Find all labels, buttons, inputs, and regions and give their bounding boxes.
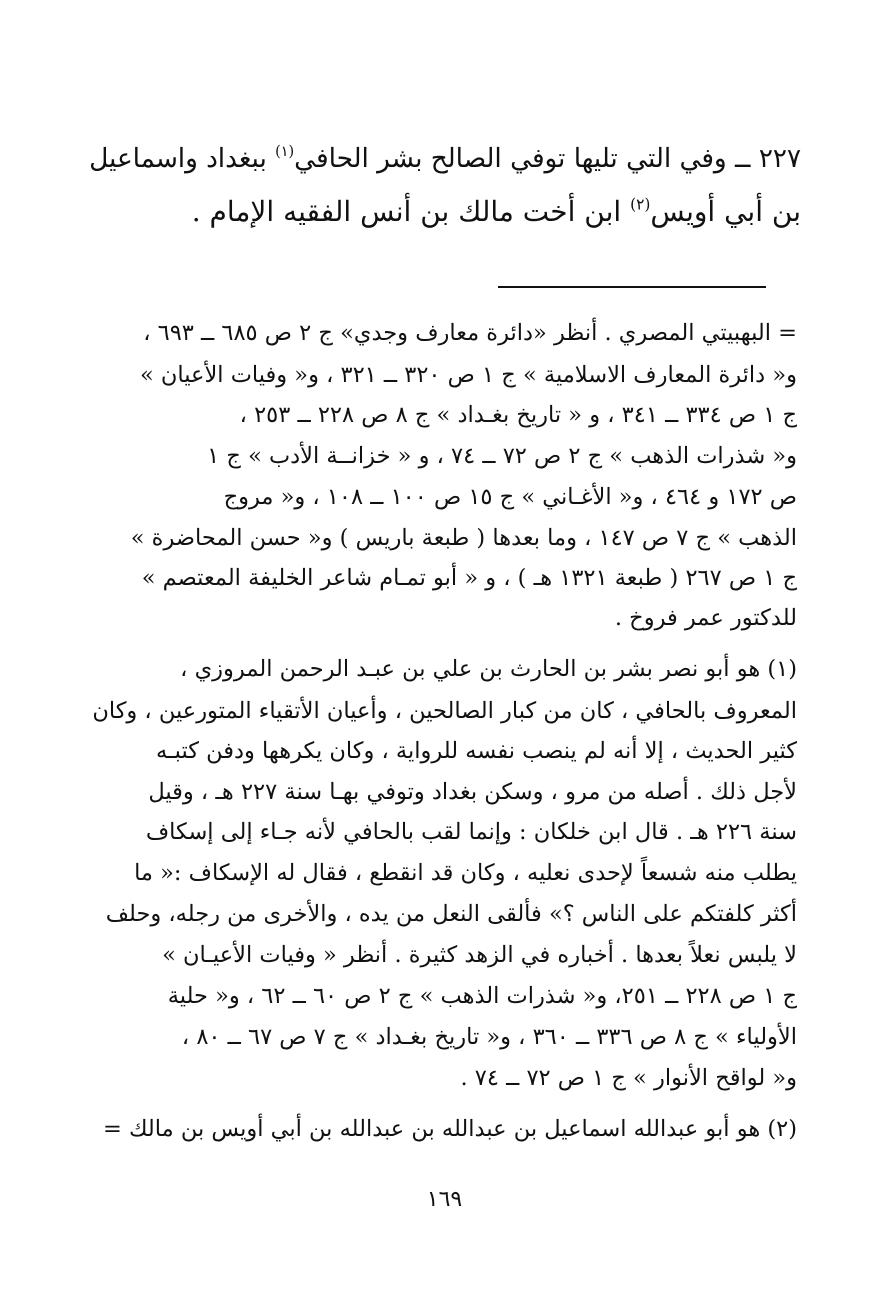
footnote-continued-line: = البهبيتي المصري . أنظر «دائرة معارف وجدي» ج ٢ ص ٦٨٥ ــ ٦٩٣ ، [143, 320, 797, 346]
footnote-1-line: سنة ٢٢٦ هـ . قال ابن خلكان : وإنما لقب بالحافي لأنه جـاء إلى إسكاف [145, 819, 797, 845]
footnote-1-line: الأولياء » ج ٨ ص ٣٣٦ ــ ٣٦٠ ، و« تاريخ بغـداد » ج ٧ ص ٦٧ ــ ٨٠ ، [181, 1024, 797, 1050]
main-text-segment: ٢٢٧ ــ وفي التي تليها توفي الصالح بشر الحافي [294, 144, 801, 174]
main-text-segment: ابن أخت مالك بن أنس الفقيه الإمام . [191, 195, 631, 228]
main-text-segment: ببغداد واسماعيل [89, 144, 276, 174]
footnote-continued-line: الذهب » ج ٧ ص ١٤٧ ، وما بعدها ( طبعة باريس ) و« حسن المحاضرة » [130, 525, 797, 551]
footnote-continued-line: ص ١٧٢ و ٤٦٤ ، و« الأغـاني » ج ١٥ ص ١٠٠ ــ ١٠٨ ، و« مروج [223, 484, 797, 510]
page-number: ١٦٩ [426, 1187, 463, 1212]
footnote-1-line: يطلب منه شسعاً لإحدى نعليه ، وكان قد انقطع ، فقال له الإسكاف :« ما [134, 860, 797, 886]
footnote-2-line: (٢) هو أبو عبدالله اسماعيل بن عبدالله بن عبدالله بن أبي أويس بن مالك = [102, 1116, 797, 1142]
footnote-1-line: ج ١ ص ٢٢٨ ــ ٢٥١، و« شذرات الذهب » ج ٢ ص ٦٠ ــ ٦٢ ، و« حلية [167, 983, 797, 1009]
footnote-1-line: لأجل ذلك . أصله من مرو ، وسكن بغداد وتوفي بهـا سنة ٢٢٧ هـ ، وقيل [148, 779, 797, 805]
footnote-continued-line: و« دائرة المعارف الاسلامية » ج ١ ص ٣٢٠ ــ ٣٢١ ، و« وفيات الأعيان » [139, 362, 797, 388]
footnote-1-line: (١) هو أبو نصر بشر بن الحارث بن علي بن عبـد الرحمن المروزي ، [180, 656, 797, 682]
footnote-1-line: لا يلبس نعلاً بعدها . أخباره في الزهد كثيرة . أنظر « وفيات الأعيـان » [162, 942, 797, 968]
footnote-1-line: المعروف بالحافي ، كان من كبار الصالحين ، وأعيان الأتقياء المتورعين ، وكان [92, 698, 797, 724]
footnote-separator [498, 286, 766, 288]
footnote-1-line: كثير الحديث ، إلا أنه لم ينصب نفسه للرواية ، وكان يكرهها ودفن كتبـه [156, 738, 797, 764]
footnote-ref-2: (٢) [630, 195, 651, 214]
footnote-continued-line: و« شذرات الذهب » ج ٢ ص ٧٢ ــ ٧٤ ، و « خزانــة الأدب » ج ١ [207, 443, 797, 469]
footnote-continued-line: ج ١ ص ٢٦٧ ( طبعة ١٣٢١ هـ ) ، و « أبو تمـام شاعر الخليفة المعتصم » [141, 565, 797, 591]
footnote-continued-line: ج ١ ص ٣٣٤ ــ ٣٤١ ، و « تاريخ بغـداد » ج ٨ ص ٢٢٨ ــ ٢٥٣ ، [239, 402, 797, 428]
footnote-1-line: و« لواقح الأنوار » ج ١ ص ٧٢ ــ ٧٤ . [460, 1065, 797, 1091]
footnote-ref-1: (١) [275, 144, 295, 161]
main-text-line-1 [89, 146, 801, 172]
main-text-line-2 [191, 195, 801, 228]
footnote-1-line: أكثر كلفتكم على الناس ؟» فألقى النعل من يده ، والأخرى من رجله، وحلف [105, 901, 797, 927]
main-text-segment: بن أبي أويس [650, 195, 801, 228]
footnote-continued-line: للدكتور عمر فروخ . [614, 605, 797, 631]
